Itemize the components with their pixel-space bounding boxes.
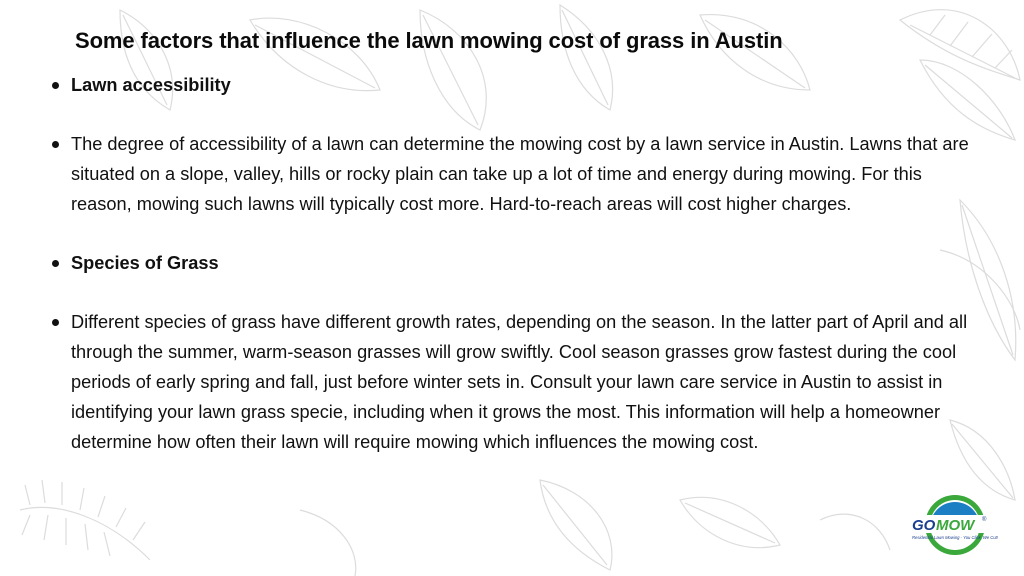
bullet-spacer bbox=[50, 100, 985, 129]
logo-go-text: GO bbox=[912, 517, 936, 534]
bullet-list bbox=[50, 70, 985, 457]
page-title: Some factors that influence the lawn mowing cost of grass in Austin bbox=[75, 28, 783, 53]
bullet-paragraph-accessibility: The degree of accessibility of a lawn can determine the mowing cost by a lawn service in Austin. Lawns that are situated on a slope, valley, hills or rocky plain can take up a lot of time and energy during mowing. For this reason, mowing such lawns will typically cost more. Hard-to-reach areas will cost higher charges. bbox=[50, 129, 985, 219]
gomow-logo-mark bbox=[898, 493, 1012, 557]
bullet-spacer bbox=[50, 278, 985, 307]
bullet-paragraph-species: Different species of grass have different growth rates, depending on the season. In the latter part of April and all through the summer, warm-season grasses will grow swiftly. Cool season grasses grow fastest during the cool periods of early spring and fall, just before winter sets in. Consult your lawn care service in Austin to assist in identifying your lawn grass specie, including when it grows the most. This information will help a homeowner determine how often their lawn will require mowing which influences the mowing cost. bbox=[50, 307, 985, 457]
leaf-outline-icon bbox=[300, 480, 890, 576]
logo-tagline: Residential Lawn Mowing - You Click, We Cut! bbox=[912, 535, 998, 540]
bullet-heading-lawn-accessibility: Lawn accessibility bbox=[50, 70, 985, 100]
bullet-spacer bbox=[50, 219, 985, 248]
fern-outline-icon bbox=[20, 480, 150, 560]
logo-mow-text: MOW bbox=[936, 517, 975, 534]
bullet-heading-species-of-grass: Species of Grass bbox=[50, 248, 985, 278]
gomow-logo bbox=[898, 493, 1012, 557]
logo-registered-mark: ® bbox=[982, 517, 987, 523]
